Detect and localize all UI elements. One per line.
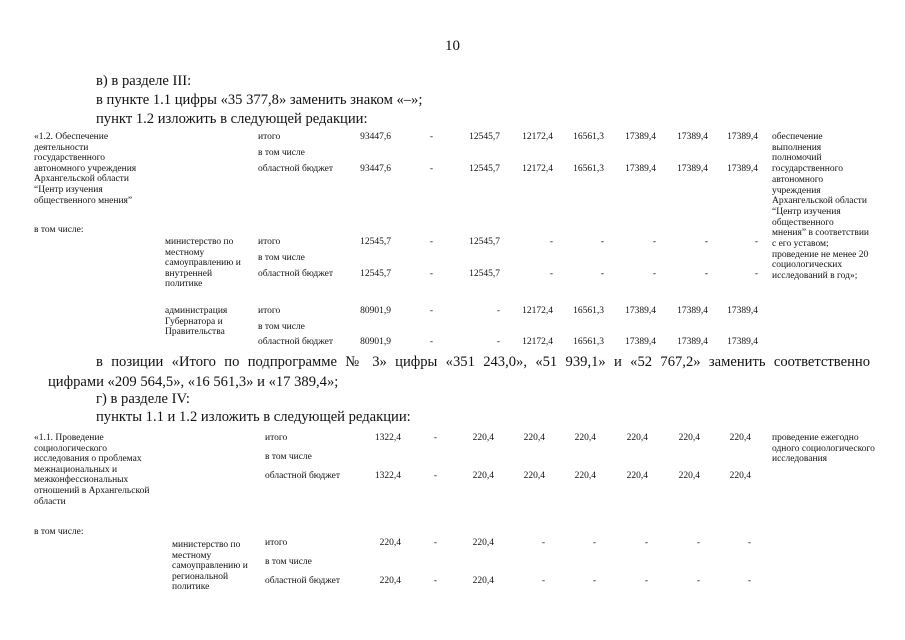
- table-cell: -: [704, 237, 708, 247]
- row-label: областной бюджет: [258, 337, 334, 347]
- table-cell: -: [754, 269, 758, 279]
- table-cell: 17389,4: [625, 306, 656, 316]
- table-cell: -: [433, 433, 437, 443]
- section-4-heading: г) в разделе IV:: [96, 391, 190, 407]
- table-cell: -: [696, 538, 700, 548]
- row-label: в том числе: [258, 253, 305, 263]
- section-3-line-1: в пункте 1.1 цифры «35 377,8» заменить знаком «–»;: [96, 92, 423, 108]
- table-cell: 220,4: [626, 471, 648, 481]
- table-2-note: проведение ежегодно одного социологического исследования: [772, 433, 875, 465]
- table-1-executor-2: администрация Губернатора и Правительства: [165, 306, 228, 338]
- row-label: областной бюджет: [258, 269, 334, 279]
- table-cell: 220,4: [472, 538, 494, 548]
- row-label: в том числе: [265, 557, 312, 567]
- table-cell: -: [652, 237, 656, 247]
- row-label: в том числе: [265, 452, 312, 462]
- table-cell: -: [754, 237, 758, 247]
- table-2-item-name: «1.1. Проведение социологического исследования о проблемах межнациональных и межконфессиональных отношений в Архангельской области: [34, 433, 150, 507]
- row-label: итого: [258, 306, 281, 316]
- table-cell: -: [429, 269, 433, 279]
- table-cell: 17389,4: [727, 132, 758, 142]
- section-3-heading: в) в разделе III:: [96, 73, 192, 89]
- table-cell: 12545,7: [469, 164, 500, 174]
- table-cell: 220,4: [379, 538, 401, 548]
- table-cell: -: [696, 576, 700, 586]
- row-label: итого: [258, 132, 281, 142]
- table-cell: -: [747, 576, 751, 586]
- table-cell: 220,4: [472, 433, 494, 443]
- table-cell: 12545,7: [360, 269, 391, 279]
- table-cell: -: [652, 269, 656, 279]
- table-cell: 80901,9: [360, 337, 391, 347]
- table-cell: 220,4: [574, 433, 596, 443]
- table-cell: 12545,7: [469, 269, 500, 279]
- table-cell: 17389,4: [677, 132, 708, 142]
- table-cell: -: [429, 306, 433, 316]
- table-cell: 220,4: [523, 471, 545, 481]
- table-cell: -: [644, 538, 648, 548]
- table-cell: 17389,4: [677, 337, 708, 347]
- row-label: итого: [265, 538, 288, 548]
- table-cell: -: [429, 132, 433, 142]
- section-3-line-2: пункт 1.2 изложить в следующей редакции:: [96, 111, 368, 127]
- table-cell: -: [541, 538, 545, 548]
- table-cell: 93447,6: [360, 164, 391, 174]
- table-2-v-tom-chisle: в том числе:: [34, 527, 84, 537]
- table-cell: 17389,4: [727, 337, 758, 347]
- table-cell: 16561,3: [573, 164, 604, 174]
- table-cell: 17389,4: [727, 306, 758, 316]
- table-cell: 17389,4: [677, 164, 708, 174]
- table-cell: 17389,4: [625, 132, 656, 142]
- table-cell: 1322,4: [374, 471, 401, 481]
- table-2-executor-1: министерство по местному самоуправлению и региональной политике: [172, 540, 248, 593]
- table-cell: 12172,4: [522, 337, 553, 347]
- table-cell: -: [496, 306, 500, 316]
- table-cell: -: [592, 576, 596, 586]
- table-1-item-name: «1.2. Обеспечение деятельности государственного автономного учреждения Архангельской области “Центр изучения общественного мнения”: [34, 132, 137, 206]
- table-cell: -: [747, 538, 751, 548]
- table-cell: 220,4: [626, 433, 648, 443]
- table-cell: 12172,4: [522, 164, 553, 174]
- table-cell: -: [644, 576, 648, 586]
- table-cell: -: [496, 337, 500, 347]
- itogo-paragraph-line-2: цифрами «209 564,5», «16 561,3» и «17 389,4»;: [48, 374, 339, 390]
- table-cell: 220,4: [379, 576, 401, 586]
- row-label: в том числе: [258, 322, 305, 332]
- table-1-v-tom-chisle: в том числе:: [34, 225, 84, 235]
- table-cell: -: [549, 237, 553, 247]
- itogo-paragraph-line-1: в позиции «Итого по подпрограмме № 3» цифры «351 243,0», «51 939,1» и «52 767,2» заменить соответственно: [96, 354, 870, 370]
- table-cell: 16561,3: [573, 337, 604, 347]
- table-cell: 1322,4: [374, 433, 401, 443]
- table-cell: -: [541, 576, 545, 586]
- row-label: областной бюджет: [265, 576, 341, 586]
- table-cell: 12545,7: [360, 237, 391, 247]
- table-cell: -: [600, 269, 604, 279]
- table-cell: 12172,4: [522, 132, 553, 142]
- table-1-executor-1: министерство по местному самоуправлению и внутренней политике: [165, 237, 241, 290]
- table-cell: -: [433, 576, 437, 586]
- table-cell: -: [600, 237, 604, 247]
- table-cell: 17389,4: [727, 164, 758, 174]
- table-cell: -: [592, 538, 596, 548]
- table-cell: -: [429, 164, 433, 174]
- table-cell: 220,4: [678, 433, 700, 443]
- table-cell: 16561,3: [573, 306, 604, 316]
- table-cell: 80901,9: [360, 306, 391, 316]
- table-cell: 12545,7: [469, 132, 500, 142]
- table-cell: -: [704, 269, 708, 279]
- table-cell: 17389,4: [677, 306, 708, 316]
- table-cell: 16561,3: [573, 132, 604, 142]
- table-cell: 220,4: [523, 433, 545, 443]
- table-cell: 220,4: [472, 471, 494, 481]
- table-cell: -: [429, 337, 433, 347]
- table-cell: 220,4: [574, 471, 596, 481]
- table-cell: 17389,4: [625, 164, 656, 174]
- table-cell: -: [433, 538, 437, 548]
- table-1-note: обеспечение выполнения полномочий государственного автономного учреждения Архангельской области “Центр изучения общественного мнения” в соответствии с его уставом; проведение не менее 20 социологических исследований в год»;: [772, 132, 869, 282]
- page-number: 10: [445, 38, 460, 54]
- table-cell: 93447,6: [360, 132, 391, 142]
- table-cell: 220,4: [472, 576, 494, 586]
- table-cell: 17389,4: [625, 337, 656, 347]
- row-label: областной бюджет: [265, 471, 341, 481]
- table-cell: -: [433, 471, 437, 481]
- table-cell: 220,4: [729, 433, 751, 443]
- row-label: итого: [265, 433, 288, 443]
- table-cell: 220,4: [729, 471, 751, 481]
- table-cell: 12545,7: [469, 237, 500, 247]
- table-cell: 220,4: [678, 471, 700, 481]
- section-4-line-1: пункты 1.1 и 1.2 изложить в следующей редакции:: [96, 409, 411, 425]
- row-label: итого: [258, 237, 281, 247]
- row-label: в том числе: [258, 148, 305, 158]
- table-cell: -: [429, 237, 433, 247]
- row-label: областной бюджет: [258, 164, 334, 174]
- table-cell: -: [549, 269, 553, 279]
- table-cell: 12172,4: [522, 306, 553, 316]
